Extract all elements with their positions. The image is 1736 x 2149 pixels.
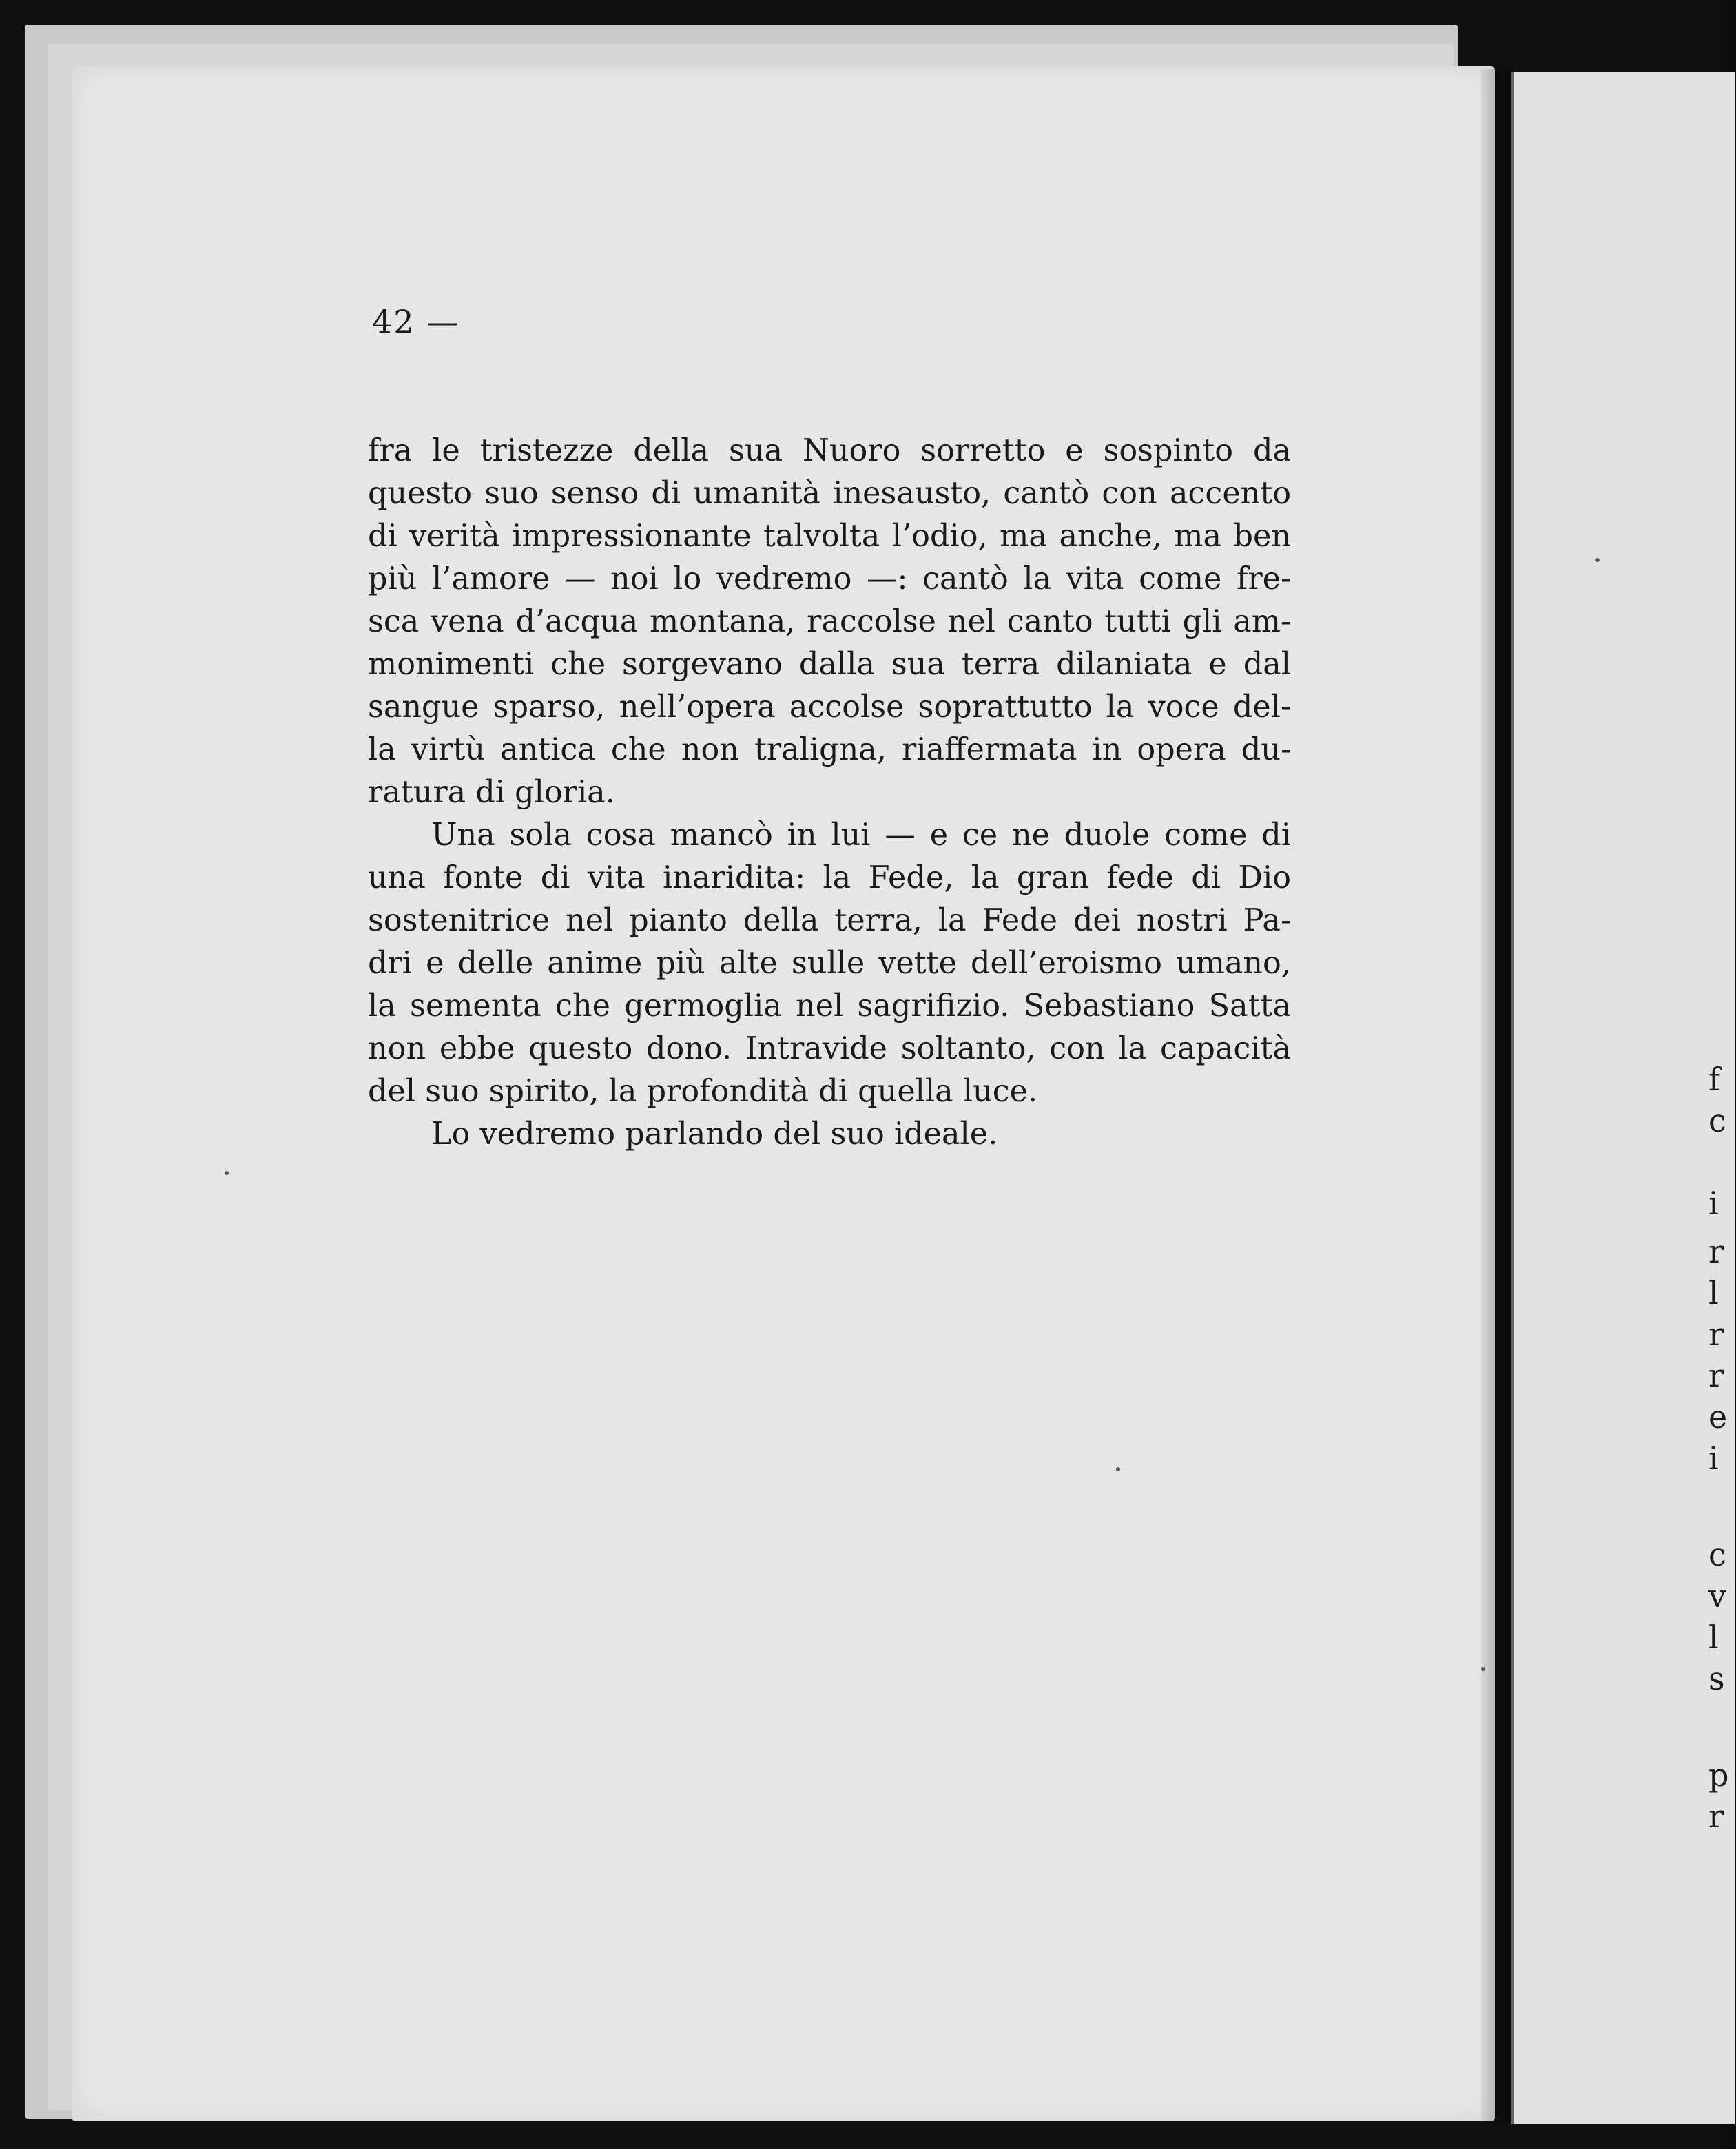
paragraph [368, 814, 1291, 1113]
text-line: dri e delle anime più alte sulle vette dell’eroismo umano, [368, 946, 1291, 981]
facing-page-letter: r [1708, 1357, 1724, 1394]
facing-page [1511, 72, 1735, 2124]
facing-page-letter: c [1708, 1536, 1726, 1573]
facing-page-letter: v [1708, 1577, 1726, 1615]
facing-page-letter: f [1708, 1061, 1721, 1098]
text-line: questo suo senso di umanità inesausto, cantò con accento [368, 476, 1291, 511]
facing-page-letter: r [1708, 1316, 1724, 1353]
paper-speck [1116, 1467, 1120, 1471]
text-line: Una sola cosa mancò in lui — e ce ne duole come di [431, 818, 1291, 853]
text-line: sangue sparso, nell’opera accolse soprattutto la voce del- [368, 689, 1291, 725]
text-line: sca vena d’acqua montana, raccolse nel canto tutti gli am- [368, 604, 1291, 639]
page-number-header: 42 — [372, 303, 460, 340]
facing-page-letter: l [1708, 1619, 1719, 1656]
text-line: più l’amore — noi lo vedremo —: cantò la vita come fre- [368, 561, 1291, 596]
facing-page-letter: c [1708, 1102, 1726, 1139]
text-line: sostenitrice nel pianto della terra, la Fede dei nostri Pa- [368, 903, 1291, 938]
text-line: la virtù antica che non traligna, riaffermata in opera du- [368, 732, 1291, 767]
body-text [368, 430, 1291, 1156]
facing-page-letter: p [1708, 1756, 1729, 1794]
text-line: la sementa che germoglia nel sagrifizio. Sebastiano Satta [368, 988, 1291, 1024]
text-line: Lo vedremo parlando del suo ideale. [431, 1117, 998, 1152]
paragraph [368, 430, 1291, 814]
facing-page-letter: i [1708, 1440, 1719, 1477]
facing-page-letter: s [1708, 1660, 1725, 1697]
text-line: di verità impressionante talvolta l’odio, ma anche, ma ben [368, 519, 1291, 554]
text-line: del suo spirito, la profondità di quella luce. [368, 1074, 1038, 1109]
text-line: ratura di gloria. [368, 775, 615, 810]
text-line: fra le tristezze della sua Nuoro sorretto e sospinto da [368, 433, 1291, 468]
text-line: una fonte di vita inaridita: la Fede, la gran fede di Dio [368, 860, 1291, 895]
paper-speck [1595, 558, 1600, 562]
paper-speck [225, 1171, 229, 1175]
paper-speck [1481, 1667, 1485, 1671]
facing-page-letter: r [1708, 1798, 1724, 1835]
facing-page-letter: i [1708, 1185, 1719, 1222]
text-line: monimenti che sorgevano dalla sua terra dilaniata e dal [368, 647, 1291, 682]
gutter-shadow [1481, 69, 1514, 2124]
facing-page-letter: r [1708, 1233, 1724, 1270]
facing-page-letter: e [1708, 1398, 1728, 1435]
paragraph [368, 1113, 1291, 1156]
facing-page-letter: l [1708, 1274, 1719, 1311]
text-line: non ebbe questo dono. Intravide soltanto, con la capacità [368, 1031, 1291, 1066]
